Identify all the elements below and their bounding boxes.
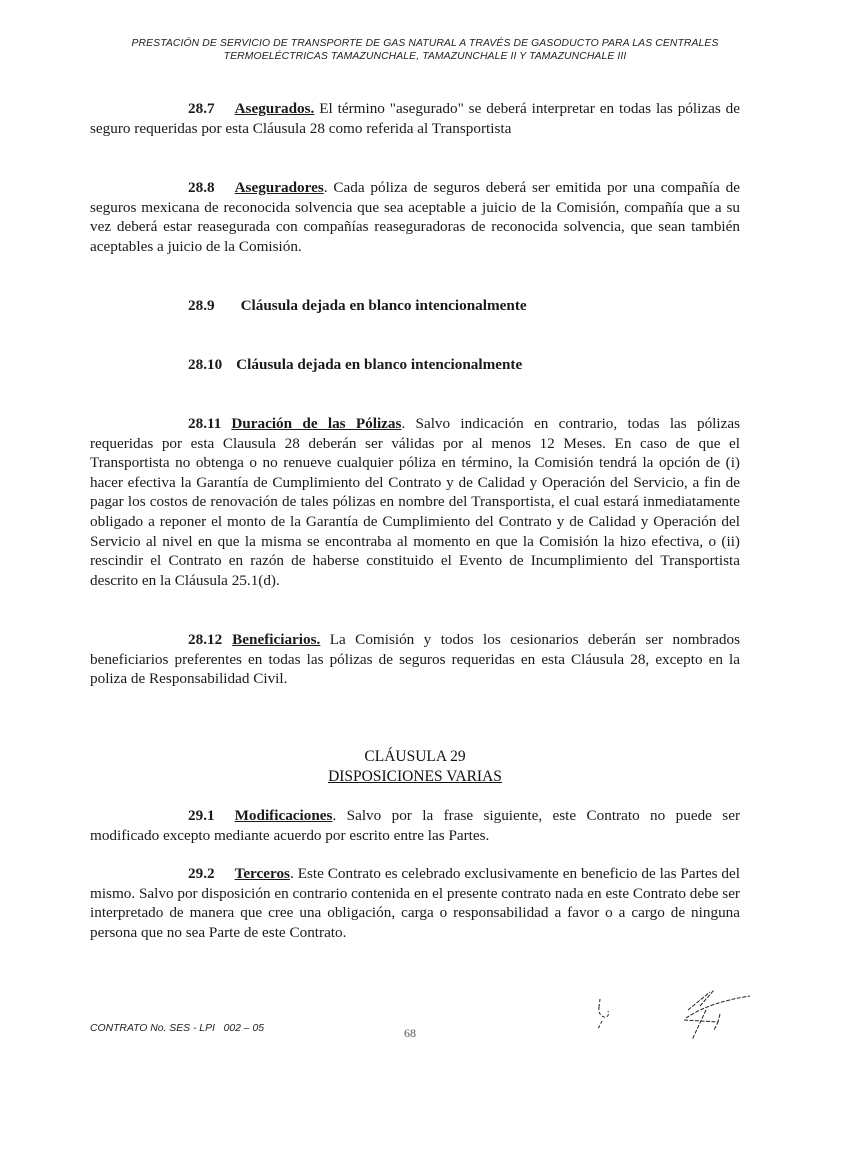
clause-subheading: DISPOSICIONES VARIAS xyxy=(328,768,502,785)
header-line-1: PRESTACIÓN DE SERVICIO DE TRANSPORTE DE GAS NATURAL A TRAVÉS DE GASODUCTO PARA LAS CENTRALES xyxy=(131,38,719,49)
full-signature-icon xyxy=(680,988,760,1043)
section-title: Beneficiarios. xyxy=(232,631,321,648)
section-number: 29.1 xyxy=(188,807,215,824)
section-text: El término "asegurado" se deberá interpretar en todas las pólizas de seguro requeridas por esta Cláusula 28 como referida al Transportista xyxy=(90,100,741,137)
section-number: 28.7 xyxy=(188,100,215,117)
section-text: Cláusula dejada en blanco intencionalmente xyxy=(240,297,527,314)
section-28-12 xyxy=(90,630,740,689)
section-28-8 xyxy=(90,178,740,256)
section-number: 28.9 xyxy=(188,297,215,314)
section-28-10 xyxy=(90,355,740,375)
contract-number: CONTRATO No. SES - LPI 002 – 05 xyxy=(90,1023,265,1034)
section-number: 28.12 xyxy=(188,631,223,648)
section-28-9 xyxy=(90,296,740,316)
section-text: . Salvo por la frase siguiente, este Contrato no puede ser modificado excepto mediante acuerdo por escrito entre las Partes. xyxy=(90,807,740,844)
header-line-2: TERMOELÉCTRICAS TAMAZUNCHALE, TAMAZUNCHALE II Y TAMAZUNCHALE III xyxy=(223,50,627,62)
section-text: Cláusula dejada en blanco intencionalmente xyxy=(236,356,523,373)
page-header xyxy=(80,38,770,63)
section-text: La Comisión y todos los cesionarios deberán ser nombrados beneficiarios preferentes en todas las pólizas de seguros requeridas en esta Cláusula 28, excepto en la poliza de Responsabilidad Civil. xyxy=(90,631,741,688)
section-title: Asegurados. xyxy=(234,100,315,117)
initials-signature-icon xyxy=(590,995,620,1035)
section-29-1 xyxy=(90,806,740,845)
section-title: Aseguradores xyxy=(234,179,324,196)
section-28-7 xyxy=(90,99,740,138)
section-28-11 xyxy=(90,414,740,590)
section-text: . Cada póliza de seguros deberá ser emitida por una compañía de seguros mexicana de reconocida solvencia que sea aceptable a juicio de la Comisión, compañía que a su vez deberá estar reasegurada con compañías reaseguradoras de reconocida solvencia, que sean también aceptables a juicio de la Comisión. xyxy=(90,179,740,255)
section-title: Modificaciones xyxy=(234,807,333,824)
section-title: Terceros xyxy=(234,865,290,882)
page-number: 68 xyxy=(404,1026,416,1040)
section-title: Duración de las Pólizas xyxy=(231,415,402,432)
section-number: 28.11 xyxy=(188,415,222,432)
section-text: . Salvo indicación en contrario, todas las pólizas requeridas por esta Clausula 28 deberán ser válidas por al menos 12 Meses. En caso de que el Transportista no obtenga o no renueve cualquier póliza en término, la Comisión tendrá la opción de (i) hacer efectiva la Garantía de Cumplimiento del Contrato y de Calidad y Operación del Servicio, a fin de pagar los costos de renovación de tales pólizas en nombre del Transportista, el cual estará inmediatamente obligado a reponer el monto de la Garantía de Cumplimiento del Contrato y de Calidad y Operación del Servicio al nivel en que la misma se encontraba al momento en que la Comisión la hizo efectiva, o (ii) rescindir el Contrato en razón de haberse constituido el Evento de Incumplimiento del Transportista descrito en la Cláusula 25.1(d). xyxy=(90,415,741,589)
section-number: 28.10 xyxy=(188,356,223,373)
section-number: 29.2 xyxy=(188,865,215,882)
clause-29-heading xyxy=(90,747,740,787)
section-number: 28.8 xyxy=(188,179,215,196)
section-29-2 xyxy=(90,864,740,942)
section-text: . Este Contrato es celebrado exclusivamente en beneficio de las Partes del mismo. Salvo por disposición en contrario contenida en el presente contrato nada en este Contrato debe ser interpretado de manera que cree una obligación, carga o responsabilidad a favor o a cargo de ninguna persona que no sea Parte de este Contrato. xyxy=(90,865,740,941)
clause-heading: CLÁUSULA 29 xyxy=(364,748,466,765)
